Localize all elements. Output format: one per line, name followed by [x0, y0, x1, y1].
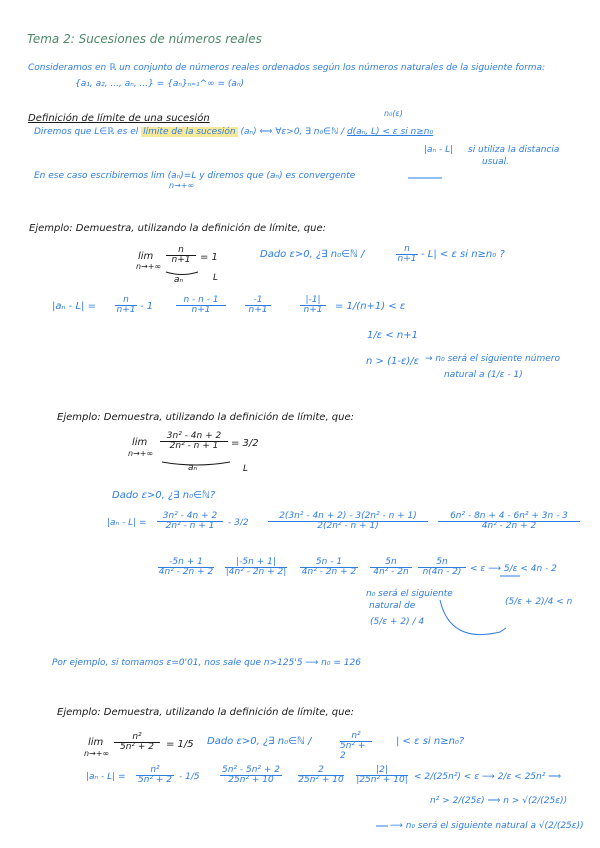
example3-dado-frac: n² 5n² + 2	[340, 732, 372, 761]
example3-row-f4: |2| |25n² + 10|	[356, 765, 408, 786]
intro-text: Consideramos en ℝ un conjunto de números reales ordenados según los números naturales de la siguiente forma:	[28, 63, 546, 73]
example1-step2: n > (1-ε)/ε	[366, 356, 420, 367]
example1-chain-f1: n n+1	[116, 295, 136, 316]
definition-highlight: límite de la sucesión	[143, 127, 236, 137]
example1-an: aₙ	[174, 275, 184, 285]
example2-row2-f3: 5n - 1 4n² - 2n + 2	[301, 557, 357, 578]
example1-chain-start: |aₙ - L| =	[52, 301, 96, 312]
example3-row-start: |aₙ - L| =	[86, 772, 126, 782]
example2-final: (5/ε + 2)/4 < n	[505, 597, 573, 607]
example2-dado: Dado ε>0, ¿∃ n₀∈ℕ?	[112, 490, 216, 501]
example2-curve-arrow	[440, 600, 506, 635]
example2-lim: lim	[132, 437, 148, 448]
example1-dado: Dado ε>0, ¿∃ n₀∈ℕ /	[260, 249, 365, 260]
example1-den: n+1	[171, 255, 191, 266]
convergence-sub: n→+∞	[169, 181, 195, 190]
example2-eq: = 3/2	[231, 438, 259, 449]
example3-eq: = 1/5	[166, 739, 194, 750]
example1-step2-note: → n₀ será el siguiente número	[425, 354, 560, 364]
example1-num: n	[178, 245, 184, 255]
example1-dado-tail: - L| < ε si n≥n₀ ?	[421, 249, 505, 260]
example2-note-frac: (5/ε + 2) / 4	[370, 617, 425, 627]
example2-note1: n₀ será el siguiente	[366, 589, 453, 599]
example2-row1-start: |aₙ - L| =	[107, 518, 147, 528]
example1-lim: lim	[138, 251, 154, 262]
example2-row2-tail: < ε ⟶ 5/ε < 4n - 2	[470, 564, 557, 574]
definition-text-a: Diremos que L∈ℝ es el	[34, 127, 139, 137]
definition-heading: Definición de límite de una sucesión	[28, 113, 210, 124]
example3-final: ⟶ n₀ será el siguiente natural a √(2/(25ε))	[390, 821, 584, 831]
definition-abs: |aₙ - L|	[424, 145, 454, 155]
definition-note2: usual.	[482, 157, 509, 167]
example1-chain-end: = 1/(n+1) < ε	[335, 301, 406, 312]
convergence-text: En ese caso escribiremos lim (aₙ)=L y diremos que (aₙ) es convergente	[34, 171, 356, 181]
definition-text-b: (aₙ) ⟺ ∀ε>0, ∃ n₀∈ℕ /	[240, 127, 345, 137]
example2-fraction: 3n² - 4n + 2 2n² - n + 1	[160, 432, 228, 452]
example2-row2-f1: -5n + 1 4n² - 2n + 2	[158, 557, 214, 578]
example1-chain-minus: - 1	[140, 301, 154, 312]
example1-step1: 1/ε < n+1	[367, 330, 418, 341]
example2-row1-f2: 2(3n² - 4n + 2) - 3(2n² - n + 1) 2(2n² - n + 1)	[268, 512, 428, 532]
example3-row2: n² > 2/(25ε) ⟹ n > √(2/(25ε))	[430, 796, 568, 806]
example1-eq: = 1	[200, 252, 218, 263]
example2-row1-f3: 6n² - 8n + 4 - 6n² + 3n - 3 4n² - 2n + 2	[438, 512, 580, 532]
example1-underbrace	[166, 272, 198, 275]
example3-fraction: n² 5n² + 2	[114, 733, 160, 753]
example1-chain-f4: |-1| n+1	[300, 296, 326, 316]
example2-row2-f5: 5n n(4n - 2)	[418, 558, 466, 578]
example2-note2: natural de	[369, 601, 416, 611]
page-title: Tema 2: Sucesiones de números reales	[27, 32, 262, 46]
example3-row-f1: n² 5n² + 2	[137, 765, 173, 786]
definition-n-eps: n₀(ε)	[384, 109, 403, 118]
example1-title: Ejemplo: Demuestra, utilizando la definición de límite, que:	[29, 223, 327, 234]
example1-chain-f2: n - n - 1 n+1	[176, 296, 226, 316]
example2-L: L	[243, 464, 249, 474]
example2-title: Ejemplo: Demuestra, utilizando la definición de límite, que:	[57, 412, 355, 423]
example2-lim-sub: n→+∞	[128, 449, 154, 458]
example1-step2-note2: natural a (1/ε - 1)	[444, 370, 523, 380]
example2-an: aₙ	[188, 463, 198, 473]
intro-formula: {a₁, a₂, ..., aₙ, ...} = {aₙ}ₙ₌₁^∞ = (aₙ)	[75, 79, 245, 89]
example3-title: Ejemplo: Demuestra, utilizando la definición de límite, que:	[57, 707, 355, 718]
example3-row-f3: 2 25n² + 10	[298, 765, 344, 786]
example2-row2-f2: |-5n + 1| |4n² - 2n + 2|	[225, 557, 287, 578]
example3-row-minus: - 1/5	[179, 772, 200, 782]
example3-row-f2: 5n² - 5n² + 2 25n² + 10	[221, 765, 281, 786]
example1-dado-frac: n n+1	[397, 244, 417, 265]
example2-example: Por ejemplo, si tomamos ε=0'01, nos sale que n>125'5 ⟶ n₀ = 126	[52, 658, 361, 668]
example2-row1-f1: 3n² - 4n + 2 2n² - n + 1	[157, 512, 223, 532]
example2-underbrace	[162, 462, 230, 465]
example3-dado-tail: | < ε si n≥n₀?	[396, 736, 465, 747]
definition-note1: si utiliza la distancia	[468, 145, 560, 155]
example3-lim: lim	[88, 737, 104, 748]
example3-lim-sub: n→+∞	[84, 749, 110, 758]
example1-lim-sub: n→+∞	[136, 262, 162, 271]
example2-row1-minus: - 3/2	[228, 518, 249, 528]
example1-chain-f3: -1 n+1	[245, 296, 271, 316]
definition-condition: d(aₙ, L) < ε si n≥n₀	[346, 127, 434, 137]
example3-row-tail: < 2/(25n²) < ε ⟶ 2/ε < 25n² ⟹	[414, 772, 562, 782]
example3-dado: Dado ε>0, ¿∃ n₀∈ℕ /	[207, 736, 312, 747]
example2-row2-f4: 5n 4n² - 2n	[370, 558, 412, 578]
example1-L: L	[213, 273, 219, 283]
